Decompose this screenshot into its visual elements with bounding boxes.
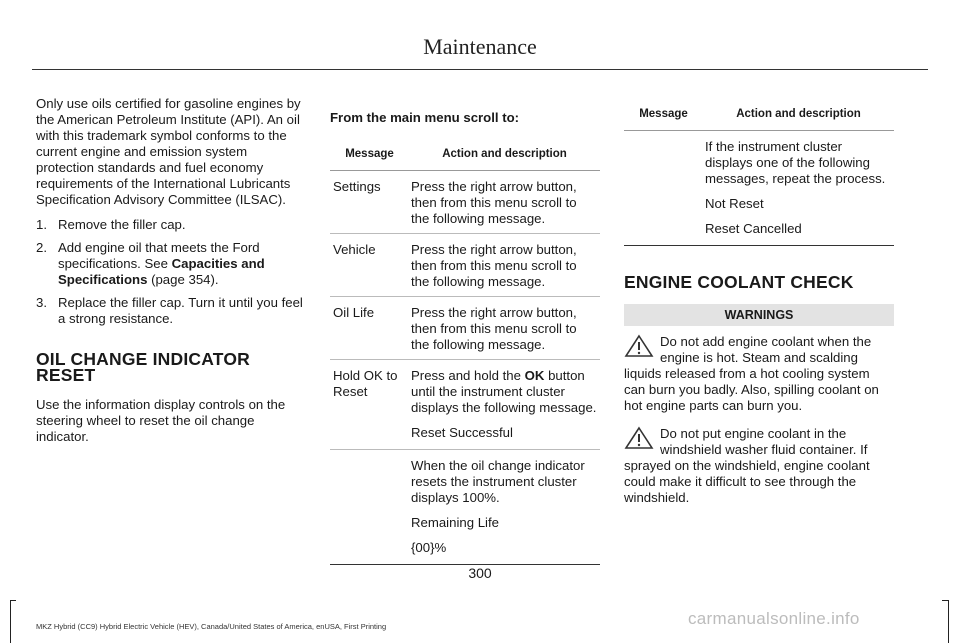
header-rule [32, 69, 928, 70]
column-2 [330, 110, 600, 565]
warning-2: Do not put engine coolant in the windshield washer fluid container. If sprayed on the windshield, engine coolant could make it difficult to see through the windshield. [624, 426, 870, 505]
table-row: If the instrument cluster displays one of the following messages, repeat the process. Not Reset Reset Cancelled [624, 131, 894, 246]
oil-reset-paragraph: Use the information display controls on the steering wheel to reset the oil change indicator. [36, 397, 286, 444]
table-row: Settings Press the right arrow button, then from this menu scroll to the following message. [330, 171, 600, 234]
reset-continued-table [624, 100, 894, 246]
step-2: 2. Add engine oil that meets the Ford specifications. See Capacities and Specifications (page 354). [36, 240, 265, 287]
page-header: Maintenance [423, 34, 537, 59]
oil-reset-heading: OIL CHANGE INDICATOR RESET [36, 349, 251, 385]
warnings-bar: WARNINGS [624, 304, 894, 326]
watermark: carmanualsonline.info [688, 609, 860, 628]
oil-fill-steps [36, 217, 308, 327]
table-row: Vehicle Press the right arrow button, then from this menu scroll to the following message. [330, 234, 600, 297]
page-number: 300 [468, 565, 492, 581]
th-message: Message [624, 100, 703, 131]
warning-triangle-icon [624, 334, 654, 358]
table-row: Oil Life Press the right arrow button, then from this menu scroll to the following message. [330, 297, 600, 360]
crop-mark [10, 600, 16, 601]
th-action: Action and description [409, 140, 600, 171]
oil-certification-paragraph: Only use oils certified for gasoline engines by the American Petroleum Institute (API). An oil with this trademark symbol conforms to the current engine and emission system protection standards and fuel economy requirements of the International Lubricants Specification Advisory Committee (ILSAC). [36, 96, 301, 207]
menu-intro: From the main menu scroll to: [330, 110, 520, 125]
table-row: Hold OK to Reset Press and hold the OK button until the instrument cluster displays the following message. Reset Successful [330, 360, 600, 450]
crop-mark [10, 600, 11, 643]
step-1: 1. Remove the filler cap. [36, 217, 186, 232]
th-action: Action and description [703, 100, 894, 131]
th-message: Message [330, 140, 409, 171]
table-row: When the oil change indicator resets the instrument cluster displays 100%. Remaining Life {00}% [330, 450, 600, 565]
reset-menu-table [330, 140, 600, 565]
column-3 [624, 100, 894, 518]
capacities-link[interactable]: Capacities and Specifications [58, 256, 265, 287]
coolant-heading: ENGINE COOLANT CHECK [624, 272, 854, 292]
crop-mark [948, 600, 949, 643]
warning-1: Do not add engine coolant when the engine is hot. Steam and scalding liquids released from a hot cooling system can burn you badly. Also, spilling coolant on hot engine parts can burn you. [624, 334, 879, 413]
crop-mark [942, 600, 949, 601]
column-1 [36, 96, 308, 454]
step-3: 3. Replace the filler cap. Turn it until you feel a strong resistance. [36, 295, 303, 326]
warning-triangle-icon [624, 426, 654, 450]
footer-text: MKZ Hybrid (CC9) Hybrid Electric Vehicle (HEV), Canada/United States of America, enUSA, First Printing [36, 622, 387, 631]
